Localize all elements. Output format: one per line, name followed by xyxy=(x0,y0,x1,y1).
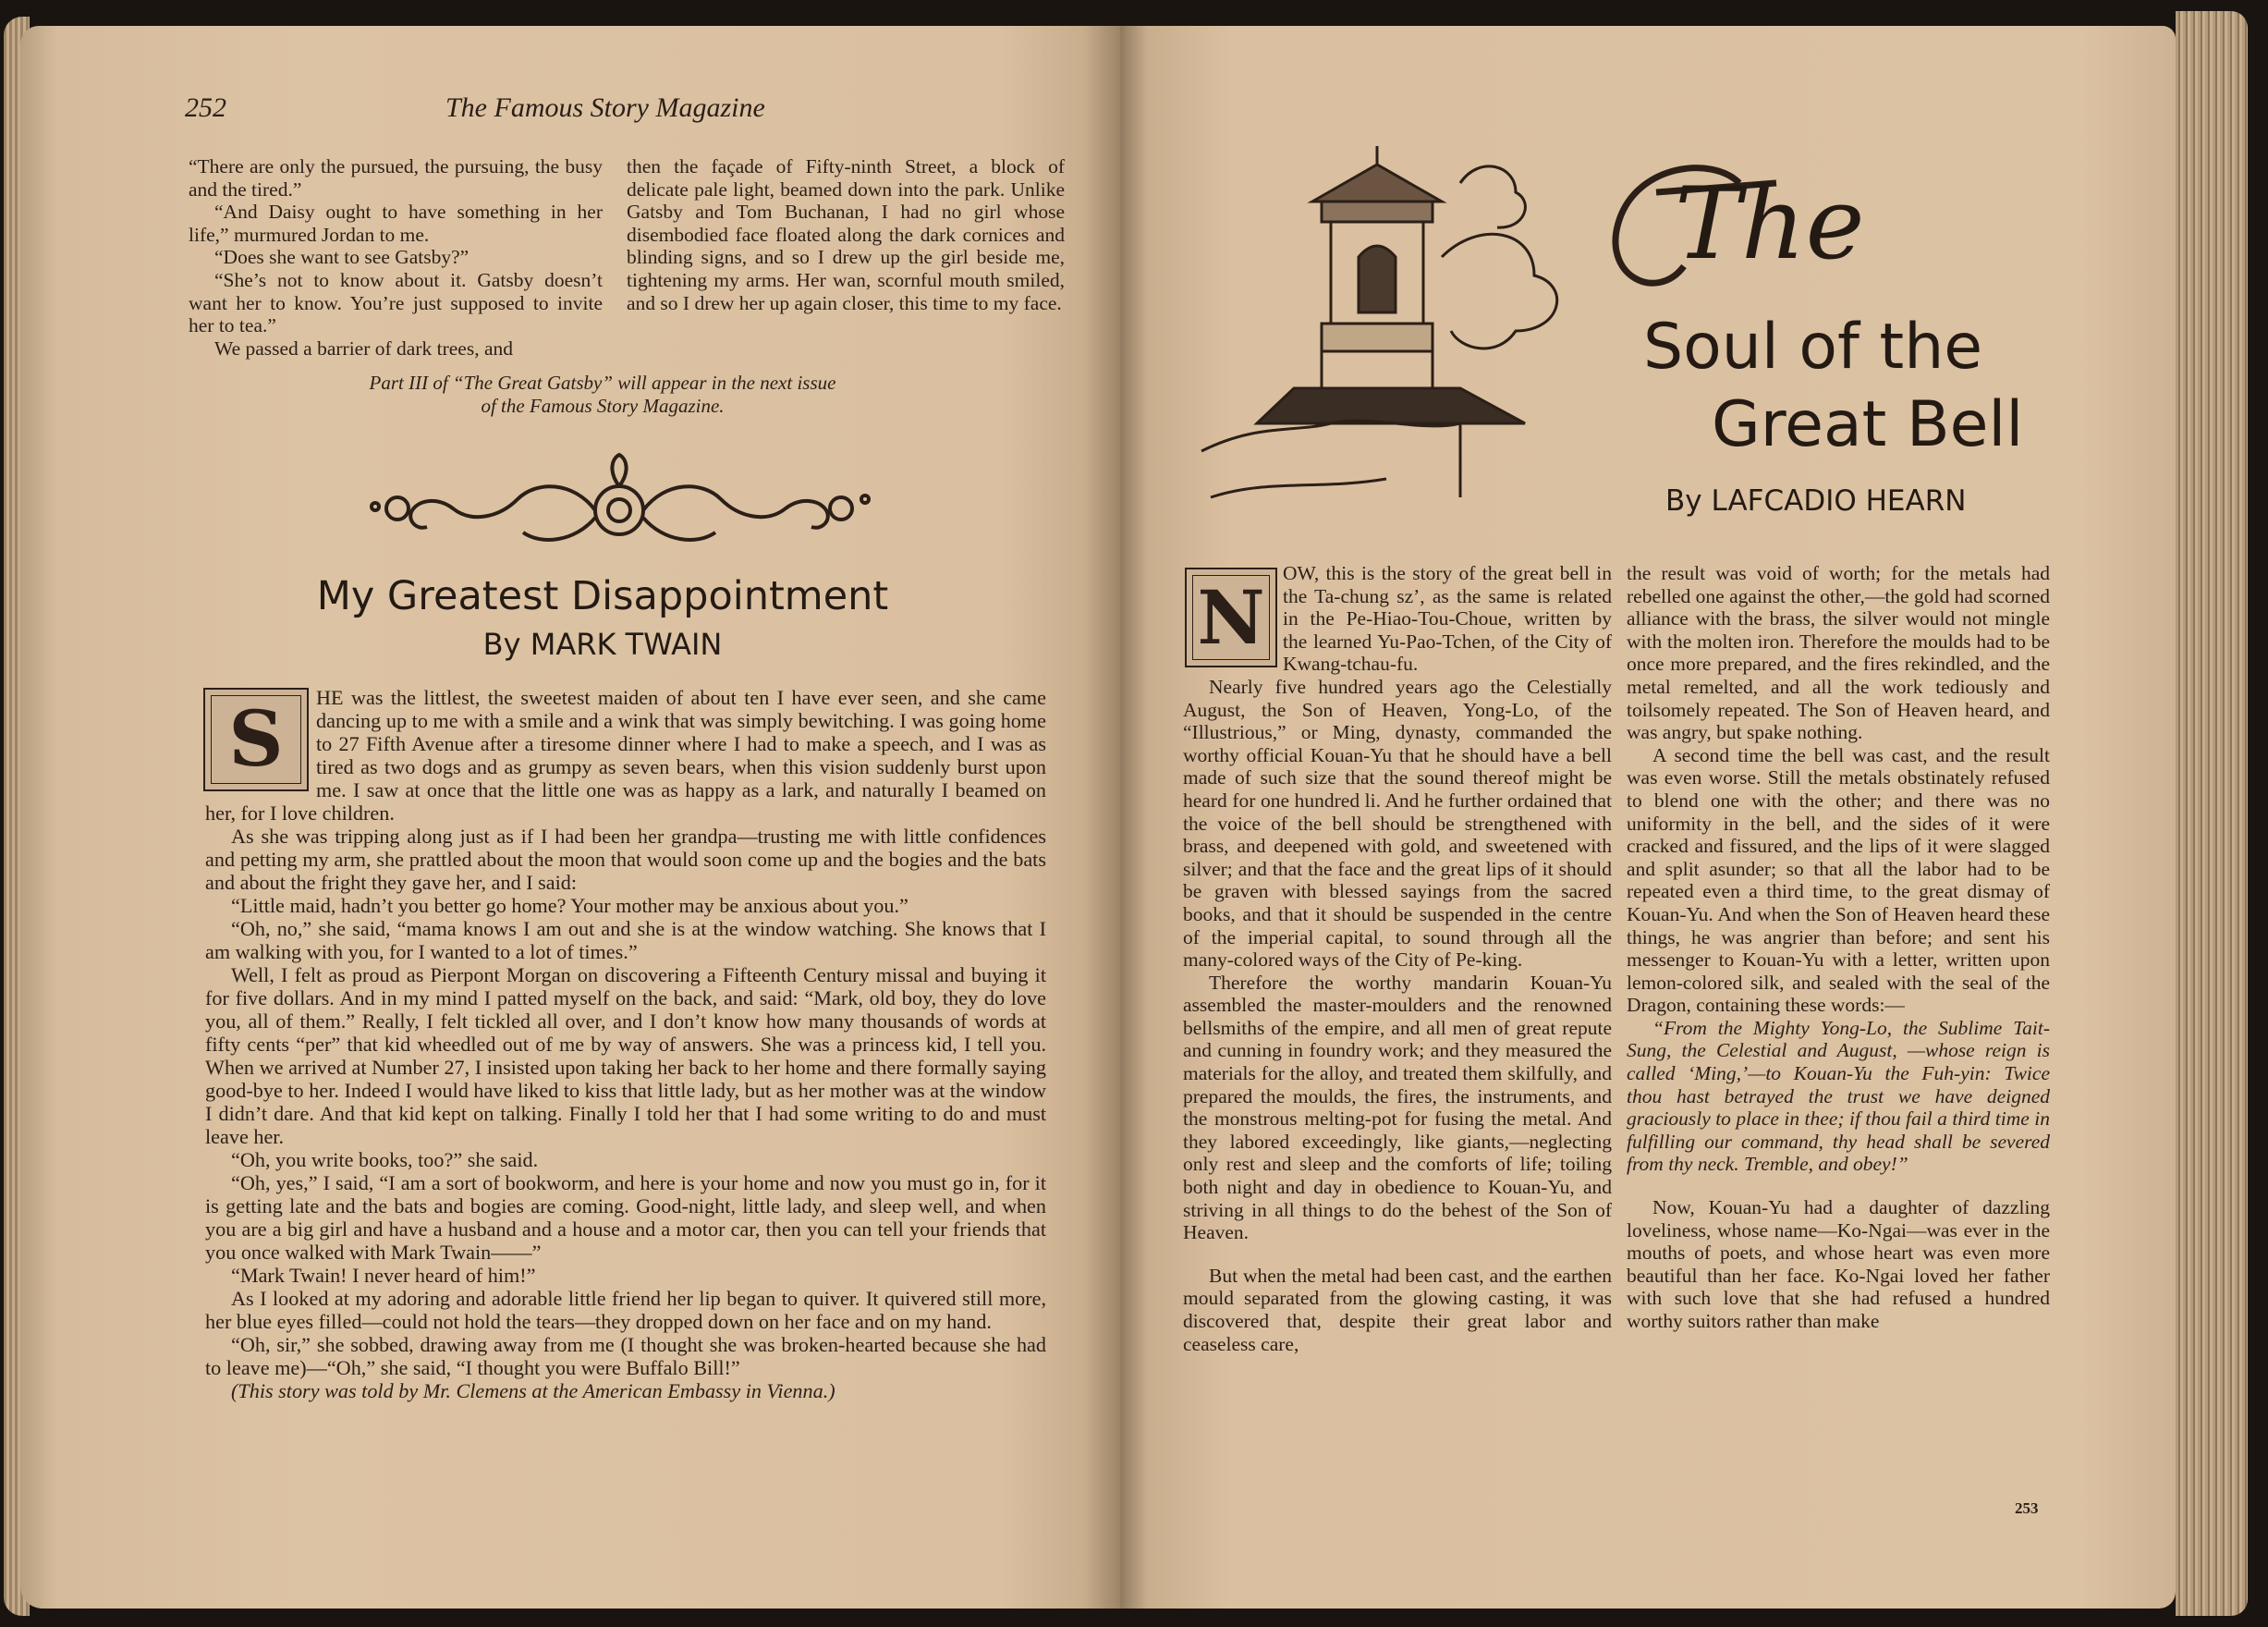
running-head: The Famous Story Magazine xyxy=(445,92,765,123)
hearn-first-text: OW, this is the story of the great bell in the Ta-chung sz’, as the same is related in the Pe-Hiao-Tou-Choue, written by the learned Yu-Pao-Tchen, of the City of Kwang-tchau-fu. xyxy=(1283,562,1612,676)
story-byline-twain: By MARK TWAIN xyxy=(482,627,723,662)
right-page-edges xyxy=(2176,11,2248,1616)
twain-para: “Oh, no,” she said, “mama knows I am out and she is at the window watching. She knows that I am walking with you, for I wanted to a lot of times.” xyxy=(205,917,1046,963)
gatsby-para: “Does she want to see Gatsby?” xyxy=(214,246,469,269)
twain-first-para xyxy=(205,686,1046,825)
twain-para: “Oh, yes,” I said, “I am a sort of bookworm, and here is your home and now you must go in, for it is getting late and the bats and bogies are coming. Good-night, little lady, and sleep well, and when you are a big girl and have a husband and a house and a motor car, then you can tell your friends that you once walked with Mark Twain——” xyxy=(205,1171,1046,1264)
right-page xyxy=(1120,26,2176,1609)
imperial-decree: “From the Mighty Yong-Lo, the Sublime Tait-Sung, the Celestial and August, —whose reign is called ‘Ming,’—to Kouan-Yu the Fuh-yin: Twice thou hast betrayed the trust we have deigned graciously to place in thee; if thou fail a third time in fulfilling our command, thy head shall be severed from thy neck. Tremble, and obey!” xyxy=(1627,1016,2050,1176)
hearn-para: Therefore the worthy mandarin Kouan-Yu assembled the master-moulders and the renowned bellsmiths of the empire, and all men of great repute and cunning in foundry work; and they measured the materials for the alloy, and treated them skilfully, and prepared the moulds, the fires, the instruments, and the monstrous melting-pot for fusing the metal. And they labored exceedingly, like giants,—neglecting only rest and sleep and the comforts of life; toiling both night and day in obedience to Kouan-Yu, and striving in all things to do the behest of the Son of Heaven. xyxy=(1183,971,1612,1244)
ornament-scroll-icon xyxy=(360,453,878,564)
note-line-1: Part III of “The Great Gatsby” will appear in the next issue xyxy=(369,372,836,394)
dropcap-spacer xyxy=(205,686,316,795)
hearn-para: Nearly five hundred years ago the Celestially August, the Son of Heaven, Yong-Lo, of the “Illustrious,” or Ming, dynasty, commanded the worthy official Kouan-Yu that he should have a bell made of such size that the sound thereof might be heard for one hundred li. And he further ordained that the voice of the bell should be strengthened with brass, and deepened with gold, and sweetened with silver; and that the face and the great lips of it should be graven with blessed sayings from the sacred books, and that it should be suspended in the centre of the imperial capital, to sound through all the many-colored ways of the City of Pe-king. xyxy=(1183,675,1612,972)
twain-para: “Oh, sir,” she sobbed, drawing away from me (I thought she was broken-hearted because she had to leave me)—“Oh,” she said, “I thought you were Buffalo Bill!” xyxy=(205,1333,1046,1379)
hearn-para: A second time the bell was cast, and the result was even worse. Still the metals obstinately refused to blend one with the other; and there was no uniformity in the bell, and the sides of it were cracked and fissured, and the lips of it were slagged and split asunder; so that all the labor had to be repeated even a third time, to the great dismay of Kouan-Yu. And when the Son of Heaven heard these things, he was angrier than before; and sent his messenger to Kouan-Yu with a letter, written upon lemon-colored silk, and sealed with the seal of the Dragon, containing these words:— xyxy=(1627,743,2050,1017)
drop-cap-s: S xyxy=(203,688,309,791)
hearn-para: the result was void of worth; for the metals had rebelled one against the other,—the gold had scorned alliance with the brass, the silver would not mingle with the molten iron. Therefore the moulds had to be once more prepared, and the fires rekindled, and the metal remelted, and all the work tediously and toilsomely repeated. The Son of Heaven heard, and was angry, but spake nothing. xyxy=(1627,562,2050,744)
gatsby-column-2 xyxy=(627,155,1065,314)
twain-para: “Oh, you write books, too?” she said. xyxy=(231,1148,539,1171)
twain-first-text: HE was the littlest, the sweetest maiden of about ten I have ever seen, and she came dancing up to me with a smile and a wink that was simply bewitching. I was going home to 27 Fifth Avenue after a tiresome dinner where I had to make a speech, and I was as tired as two dogs and as grumpy as seven bears, when this vision suddenly burst upon me. I saw at once that the little one was as happy as a lark, and naturally I beamed on her, for I love children. xyxy=(205,686,1046,825)
gatsby-column-1 xyxy=(189,155,603,360)
twain-para: “Mark Twain! I never heard of him!” xyxy=(231,1264,536,1287)
gatsby-para: “There are only the pursued, the pursuing, the busy and the tired.” xyxy=(189,155,603,201)
story-title-twain: My Greatest Disappointment xyxy=(316,573,889,619)
twain-para: “Little maid, hadn’t you better go home? Your mother may be anxious about you.” xyxy=(231,894,908,917)
twain-story-text xyxy=(205,686,1046,1402)
drop-cap-n: N xyxy=(1185,568,1277,667)
hearn-para: Now, Kouan-Yu had a daughter of dazzling loveliness, whose name—Ko-Ngai—was ever in the mouths of poets, and whose heart was even more beautiful than her face. Ko-Ngai loved her father with such love that she had refused a hundred worthy suitors rather than make xyxy=(1627,1196,2050,1332)
page-number-right: 253 xyxy=(2015,1499,2039,1517)
gatsby-continuation-note xyxy=(187,372,1018,418)
byline-hearn: By LAFCADIO HEARN xyxy=(1665,484,1967,518)
hearn-column-1 xyxy=(1183,562,1612,1355)
twain-para: As she was tripping along just as if I had been her grandpa—trusting me with little confidences and petting my arm, she prattled about the moon that would soon come up and the bogies and the bats and about the fright they gave her, and I said: xyxy=(205,825,1046,894)
pagoda-illustration-icon xyxy=(1183,146,1571,534)
title-soul-of-the: Soul of the xyxy=(1643,311,1983,384)
note-line-2: of the Famous Story Magazine. xyxy=(481,395,725,417)
dropcap-spacer xyxy=(1183,562,1283,673)
title-great-bell: Great Bell xyxy=(1712,388,2024,461)
page-number-left: 252 xyxy=(185,92,226,123)
twain-para: As I looked at my adoring and adorable little friend her lip began to quiver. It quivered still more, her blue eyes filled—could not hold the tears—they dropped down on her face and on my hand. xyxy=(205,1287,1046,1333)
hearn-first-para xyxy=(1183,562,1612,676)
hearn-column-2 xyxy=(1627,562,2050,1333)
title-the: The xyxy=(1675,166,1865,282)
left-page xyxy=(20,26,1120,1609)
gatsby-para: then the façade of Fifty-ninth Street, a block of delicate pale light, beamed down into the park. Unlike Gatsby and Tom Buchanan, I had no girl whose disembodied face floated along the dark cornices and blinding signs, and so I drew up the girl beside me, tightening my arms. Her wan, scornful mouth smiled, and so I drew her up again closer, this time to my face. xyxy=(627,155,1065,314)
gatsby-para: “And Daisy ought to have something in her life,” murmured Jordan to me. xyxy=(189,201,603,246)
gatsby-para: “She’s not to know about it. Gatsby doesn’t want her to know. You’re just supposed to invite her to tea.” xyxy=(189,268,603,337)
twain-para: Well, I felt as proud as Pierpont Morgan on discovering a Fifteenth Century missal and buying it for five dollars. And in my mind I patted myself on the back, and said: “Mark, old boy, they do love you, all of them.” Really, I felt tickled all over, and I don’t know how many thousands of words at fifty cents “per” that kid wheedled out of me by way of answers. She was a princess kid, I tell you. When we arrived at Number 27, I insisted upon taking her back to her home and there formally saying good-bye to her. Indeed I would have liked to kiss that little lady, but as her mother was at the window I didn’t dare. And that kid kept on talking. Finally I told her that I had some writing to do and must leave her. xyxy=(205,963,1046,1148)
twain-footnote: (This story was told by Mr. Clemens at the American Embassy in Vienna.) xyxy=(231,1379,835,1402)
hearn-para: But when the metal had been cast, and the earthen mould separated from the glowing casting, it was discovered that, despite their great labor and ceaseless care, xyxy=(1183,1264,1612,1355)
gatsby-para: We passed a barrier of dark trees, and xyxy=(214,336,514,360)
